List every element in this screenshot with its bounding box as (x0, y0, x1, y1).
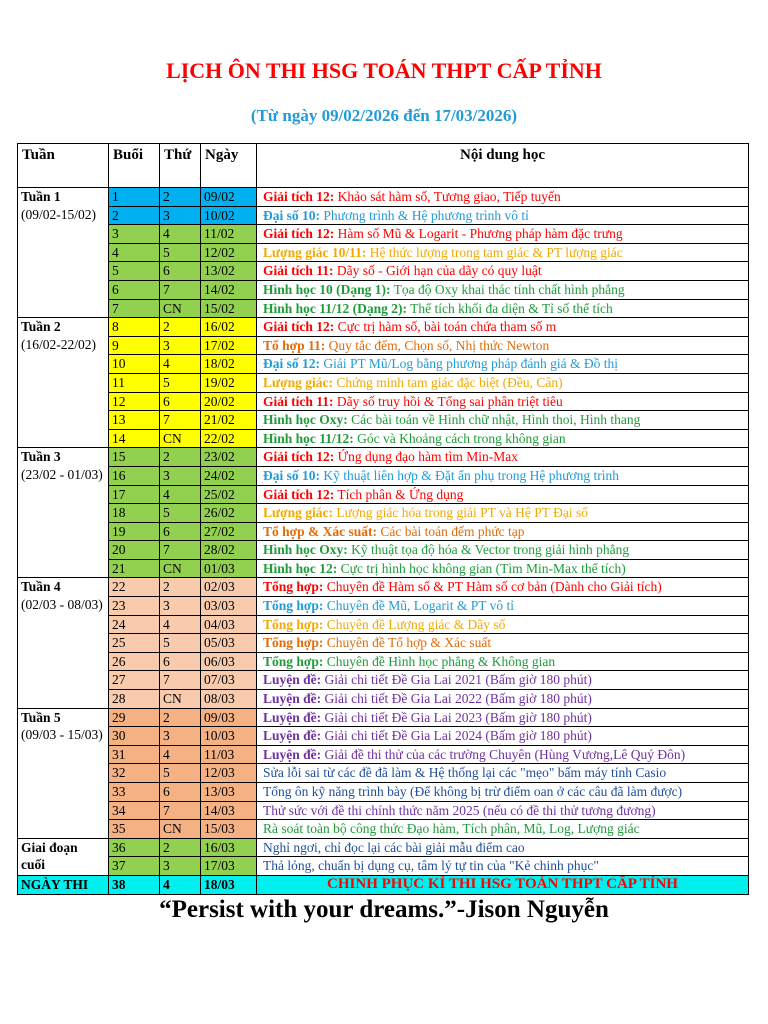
week-cell (18, 318, 109, 448)
table-row (18, 801, 749, 820)
session-number: 32 (109, 764, 160, 783)
table-row (18, 652, 749, 671)
topic-heading: Tổng hợp: (263, 598, 324, 614)
table-row (18, 634, 749, 653)
topic-detail: Giải chi tiết Đề Gia Lai 2024 (Bấm giờ 180 phút) (324, 728, 592, 744)
topic-detail: Dãy số truy hồi & Tổng sai phân triệt tiêu (336, 393, 563, 409)
session-content (257, 578, 749, 597)
weekday: CN (160, 429, 201, 448)
topic-heading: Hình học Oxy: (263, 412, 348, 428)
weekday: 2 (160, 448, 201, 467)
topic-heading: Giải tích 11: (263, 263, 334, 279)
session-number: 3 (109, 225, 160, 244)
weekday: 2 (160, 838, 201, 857)
session-number: 21 (109, 559, 160, 578)
date: 19/02 (201, 373, 257, 392)
session-content (257, 708, 749, 727)
topic-detail: Thả lỏng, chuẩn bị dụng cụ, tâm lý tự tin của "Kẻ chinh phục" (263, 858, 599, 874)
session-content (257, 243, 749, 262)
date: 09/03 (201, 708, 257, 727)
session-content (257, 318, 749, 337)
topic-heading: Giải tích 12: (263, 449, 335, 465)
session-content (257, 652, 749, 671)
date: 16/03 (201, 838, 257, 857)
weekday: 2 (160, 318, 201, 337)
weekday: 4 (160, 485, 201, 504)
weekday: 7 (160, 280, 201, 299)
week-cell (18, 188, 109, 318)
topic-detail: Hàm số Mũ & Logarit - Phương pháp hàm đặc trưng (337, 226, 623, 242)
session-content (257, 448, 749, 467)
table-row (18, 206, 749, 225)
weekday: 4 (160, 615, 201, 634)
date: 25/02 (201, 485, 257, 504)
date: 02/03 (201, 578, 257, 597)
header-session: Buổi (109, 144, 160, 188)
topic-heading: Đại số 10: (263, 207, 320, 223)
date-range-subtitle: (Từ ngày 09/02/2026 đến 17/03/2026) (250, 106, 518, 125)
date: 11/02 (201, 225, 257, 244)
session-number: 12 (109, 392, 160, 411)
weekday: 2 (160, 188, 201, 207)
topic-heading: Luyện đề: (263, 691, 322, 707)
topic-detail: Giải đề thi thử của các trường Chuyên (Hùng Vương,Lê Quý Đôn) (324, 746, 686, 762)
topic-detail: Thể tích khối đa diện & Tỉ số thể tích (410, 300, 613, 316)
schedule-table (17, 143, 749, 895)
table-row (18, 671, 749, 690)
weekday: CN (160, 690, 201, 709)
date: 26/02 (201, 504, 257, 523)
exam-weekday: 4 (160, 875, 201, 894)
session-content (257, 745, 749, 764)
exam-session-number: 38 (109, 875, 160, 894)
week-range: (16/02-22/02) (21, 336, 96, 352)
weekday: 3 (160, 206, 201, 225)
topic-heading: Luyện đề: (263, 672, 322, 688)
topic-detail: Tổng ôn kỹ năng trình bày (Để không bị trừ điểm oan ở các câu đã làm được) (263, 784, 683, 799)
weekday: 5 (160, 504, 201, 523)
session-content (257, 671, 749, 690)
table-row (18, 690, 749, 709)
table-row (18, 504, 749, 523)
topic-heading: Giải tích 12: (263, 189, 335, 204)
topic-detail: Giải chi tiết Đề Gia Lai 2021 (Bấm giờ 180 phút) (324, 672, 592, 688)
table-row (18, 336, 749, 355)
session-number: 9 (109, 336, 160, 355)
topic-detail: Giải PT Mũ/Log bằng phương pháp đánh giá & Đồ thị (323, 356, 619, 372)
date: 06/03 (201, 652, 257, 671)
session-number: 2 (109, 206, 160, 225)
week-label: Tuần 5 (21, 709, 61, 725)
table-row (18, 243, 749, 262)
weekday: 7 (160, 801, 201, 820)
weekday: 6 (160, 522, 201, 541)
topic-heading: Tổng hợp: (263, 635, 324, 651)
session-content (257, 857, 749, 876)
session-number: 30 (109, 727, 160, 746)
topic-detail: Quy tắc đếm, Chọn số, Nhị thức Newton (328, 337, 550, 353)
topic-heading: Giải tích 12: (263, 226, 335, 242)
date: 15/03 (201, 820, 257, 839)
session-content (257, 690, 749, 709)
topic-detail: Sửa lỗi sai từ các đề đã làm & Hệ thống lại các "mẹo" bấm máy tính Casio (263, 765, 667, 781)
table-row (18, 466, 749, 485)
topic-heading: Hình học 11/12 (Dạng 2): (263, 300, 408, 316)
topic-heading: Tổ hợp 11: (263, 337, 326, 353)
session-number: 29 (109, 708, 160, 727)
session-number: 17 (109, 485, 160, 504)
weekday: 4 (160, 225, 201, 244)
date: 13/02 (201, 262, 257, 281)
weekday: 5 (160, 634, 201, 653)
week-label: Giai đoạn cuối (21, 839, 78, 873)
table-row (18, 838, 749, 857)
topic-detail: Hệ thức lượng trong tam giác & PT lượng giác (369, 244, 623, 260)
date: 01/03 (201, 559, 257, 578)
session-content (257, 336, 749, 355)
session-content (257, 466, 749, 485)
topic-heading: Luyện đề: (263, 709, 322, 725)
exam-day-row (18, 875, 749, 894)
table-row (18, 280, 749, 299)
session-number: 16 (109, 466, 160, 485)
weekday: CN (160, 820, 201, 839)
topic-detail: Các bài toán về Hình chữ nhật, Hình thoi, Hình thang (351, 412, 641, 428)
week-cell (18, 448, 109, 578)
table-row (18, 597, 749, 616)
weekday: 2 (160, 708, 201, 727)
topic-heading: Hình học Oxy: (263, 542, 348, 558)
date: 10/02 (201, 206, 257, 225)
topic-heading: Tổng hợp: (263, 653, 324, 669)
week-range: (09/02-15/02) (21, 206, 96, 222)
topic-heading: Lượng giác 10/11: (263, 244, 367, 260)
session-content (257, 559, 749, 578)
week-label: Tuần 3 (21, 449, 61, 465)
session-content (257, 597, 749, 616)
session-content (257, 764, 749, 783)
session-number: 10 (109, 355, 160, 374)
session-content (257, 541, 749, 560)
date: 07/03 (201, 671, 257, 690)
session-content (257, 820, 749, 839)
weekday: 6 (160, 652, 201, 671)
table-row (18, 820, 749, 839)
table-row (18, 541, 749, 560)
table-header-row (18, 144, 749, 188)
session-number: 36 (109, 838, 160, 857)
date: 12/03 (201, 764, 257, 783)
date: 12/02 (201, 243, 257, 262)
session-content (257, 429, 749, 448)
weekday: CN (160, 559, 201, 578)
session-content (257, 783, 749, 802)
topic-heading: Giải tích 12: (263, 319, 335, 335)
session-content (257, 355, 749, 374)
week-label: Tuần 1 (21, 189, 61, 204)
topic-detail: Giải chi tiết Đề Gia Lai 2022 (Bấm giờ 180 phút) (324, 691, 592, 707)
topic-heading: Tổng hợp: (263, 579, 324, 595)
weekday: 4 (160, 745, 201, 764)
topic-heading: Tổ hợp & Xác suất: (263, 523, 377, 539)
weekday: 6 (160, 392, 201, 411)
weekday: 3 (160, 597, 201, 616)
weekday: 2 (160, 578, 201, 597)
session-number: 37 (109, 857, 160, 876)
session-number: 7 (109, 299, 160, 318)
topic-detail: Cực trị hình học không gian (Tìm Min-Max thể tích) (340, 560, 626, 576)
table-row (18, 188, 749, 207)
header-content: Nội dung học (257, 144, 749, 188)
topic-detail: Các bài toán đếm phức tạp (380, 523, 525, 539)
weekday: 6 (160, 262, 201, 281)
session-number: 25 (109, 634, 160, 653)
session-number: 35 (109, 820, 160, 839)
table-row (18, 578, 749, 597)
session-content (257, 392, 749, 411)
table-row (18, 764, 749, 783)
topic-heading: Giải tích 12: (263, 486, 335, 502)
topic-detail: Chuyên đề Hàm số & PT Hàm số cơ bản (Dành cho Giải tích) (326, 579, 662, 595)
topic-heading: Giải tích 11: (263, 393, 334, 409)
week-range: (23/02 - 01/03) (21, 466, 103, 482)
session-number: 13 (109, 411, 160, 430)
session-number: 11 (109, 373, 160, 392)
session-number: 14 (109, 429, 160, 448)
table-row (18, 783, 749, 802)
week-cell (18, 578, 109, 708)
weekday: 7 (160, 541, 201, 560)
topic-detail: Thử sức với đề thi chính thức năm 2025 (nếu có đề thi thử tương đương) (263, 802, 656, 818)
topic-detail: Chuyên đề Mũ, Logarit & PT vô tỉ (326, 598, 514, 614)
table-row (18, 559, 749, 578)
week-cell (18, 838, 109, 875)
exam-banner: CHINH PHỤC KÌ THI HSG TOÁN THPT CẤP TỈNH (257, 875, 749, 894)
table-row (18, 392, 749, 411)
exam-label: NGÀY THI (18, 875, 109, 894)
date: 17/03 (201, 857, 257, 876)
date: 03/03 (201, 597, 257, 616)
topic-heading: Hình học 10 (Dạng 1): (263, 281, 391, 297)
topic-heading: Hình học 11/12: (263, 430, 354, 446)
date: 08/03 (201, 690, 257, 709)
weekday: 7 (160, 411, 201, 430)
date: 21/02 (201, 411, 257, 430)
topic-detail: Nghỉ ngơi, chỉ đọc lại các bài giải mẫu điểm cao (263, 839, 525, 855)
topic-detail: Chứng minh tam giác đặc biệt (Đều, Cân) (336, 374, 563, 390)
topic-heading: Luyện đề: (263, 728, 322, 744)
topic-detail: Chuyên đề Lượng giác & Dãy số (326, 616, 506, 632)
session-content (257, 225, 749, 244)
closing-quote: “Persist with your dreams.”-Jison Nguyễn (159, 896, 609, 923)
date: 04/03 (201, 615, 257, 634)
session-content (257, 373, 749, 392)
date: 10/03 (201, 727, 257, 746)
date: 09/02 (201, 188, 257, 207)
session-content (257, 411, 749, 430)
weekday: 3 (160, 336, 201, 355)
topic-heading: Tổng hợp: (263, 616, 324, 632)
session-number: 8 (109, 318, 160, 337)
topic-detail: Kỹ thuật tọa độ hóa & Vector trong giải hình phẳng (351, 542, 630, 558)
topic-detail: Chuyên đề Hình học phẳng & Không gian (326, 653, 556, 669)
week-range: (02/03 - 08/03) (21, 597, 103, 613)
topic-detail: Giải chi tiết Đề Gia Lai 2023 (Bấm giờ 180 phút) (324, 709, 592, 725)
table-row (18, 448, 749, 467)
session-content (257, 280, 749, 299)
topic-heading: Lượng giác: (263, 374, 333, 390)
table-row (18, 615, 749, 634)
weekday: 5 (160, 373, 201, 392)
topic-heading: Hình học 12: (263, 560, 338, 576)
topic-heading: Lượng giác: (263, 505, 333, 521)
table-row (18, 429, 749, 448)
session-number: 34 (109, 801, 160, 820)
session-content (257, 485, 749, 504)
session-number: 6 (109, 280, 160, 299)
topic-heading: Đại số 12: (263, 356, 320, 372)
topic-heading: Đại số 10: (263, 467, 320, 483)
date: 15/02 (201, 299, 257, 318)
session-number: 33 (109, 783, 160, 802)
topic-heading: Luyện đề: (263, 746, 322, 762)
weekday: 5 (160, 243, 201, 262)
session-content (257, 522, 749, 541)
table-row (18, 225, 749, 244)
header-date: Ngày (201, 144, 257, 188)
date: 11/03 (201, 745, 257, 764)
topic-detail: Lượng giác hóa trong giải PT và Hệ PT Đại số (336, 505, 588, 521)
session-content (257, 206, 749, 225)
weekday: 3 (160, 857, 201, 876)
session-number: 19 (109, 522, 160, 541)
table-row (18, 299, 749, 318)
date: 16/02 (201, 318, 257, 337)
table-row (18, 355, 749, 374)
date: 28/02 (201, 541, 257, 560)
date: 24/02 (201, 466, 257, 485)
table-row (18, 745, 749, 764)
weekday: 7 (160, 671, 201, 690)
weekday: 3 (160, 466, 201, 485)
session-number: 23 (109, 597, 160, 616)
session-content (257, 615, 749, 634)
weekday: 4 (160, 355, 201, 374)
table-row (18, 411, 749, 430)
date: 18/02 (201, 355, 257, 374)
weekday: 3 (160, 727, 201, 746)
exam-date: 18/03 (201, 875, 257, 894)
table-row (18, 373, 749, 392)
weekday: 5 (160, 764, 201, 783)
topic-detail: Rà soát toàn bộ công thức Đạo hàm, Tích phân, Mũ, Log, Lượng giác (263, 821, 640, 837)
week-label: Tuần 4 (21, 579, 61, 595)
date: 20/02 (201, 392, 257, 411)
date: 17/02 (201, 336, 257, 355)
session-content (257, 504, 749, 523)
table-row (18, 727, 749, 746)
date: 22/02 (201, 429, 257, 448)
session-content (257, 188, 749, 207)
session-number: 31 (109, 745, 160, 764)
date: 14/03 (201, 801, 257, 820)
session-number: 27 (109, 671, 160, 690)
table-row (18, 485, 749, 504)
topic-detail: Tọa độ Oxy khai thác tính chất hình phẳng (393, 281, 625, 297)
session-content (257, 634, 749, 653)
table-row (18, 318, 749, 337)
topic-detail: Tích phân & Ứng dụng (337, 486, 464, 502)
date: 14/02 (201, 280, 257, 299)
session-number: 26 (109, 652, 160, 671)
week-label: Tuần 2 (21, 319, 61, 335)
session-content (257, 838, 749, 857)
session-number: 4 (109, 243, 160, 262)
session-content (257, 299, 749, 318)
schedule-body (18, 188, 749, 895)
date: 27/02 (201, 522, 257, 541)
header-week: Tuần (18, 144, 109, 188)
topic-detail: Khảo sát hàm số, Tương giao, Tiếp tuyến (337, 189, 561, 204)
topic-detail: Phương trình & Hệ phương trình vô tỉ (323, 207, 529, 223)
topic-detail: Chuyên đề Tổ hợp & Xác suất (326, 635, 492, 651)
weekday: CN (160, 299, 201, 318)
week-range: (09/03 - 15/03) (21, 727, 103, 743)
table-row (18, 708, 749, 727)
session-number: 15 (109, 448, 160, 467)
date: 13/03 (201, 783, 257, 802)
topic-detail: Ứng dụng đạo hàm tìm Min-Max (337, 449, 518, 465)
date: 05/03 (201, 634, 257, 653)
session-number: 20 (109, 541, 160, 560)
topic-detail: Cực trị hàm số, bài toán chứa tham số m (337, 319, 557, 335)
session-number: 22 (109, 578, 160, 597)
topic-detail: Dãy số - Giới hạn của dãy có quy luật (336, 263, 542, 279)
session-number: 1 (109, 188, 160, 207)
session-content (257, 262, 749, 281)
session-number: 5 (109, 262, 160, 281)
table-row (18, 262, 749, 281)
session-number: 28 (109, 690, 160, 709)
session-number: 24 (109, 615, 160, 634)
table-row (18, 522, 749, 541)
topic-detail: Kỹ thuật liên hợp & Đặt ẩn phụ trong Hệ phương trình (323, 467, 620, 483)
weekday: 6 (160, 783, 201, 802)
date: 23/02 (201, 448, 257, 467)
header-day: Thứ (160, 144, 201, 188)
session-number: 18 (109, 504, 160, 523)
session-content (257, 801, 749, 820)
topic-detail: Góc và Khoảng cách trong không gian (357, 430, 566, 446)
session-content (257, 727, 749, 746)
week-cell (18, 708, 109, 838)
page-title: LỊCH ÔN THI HSG TOÁN THPT CẤP TỈNH (166, 58, 602, 83)
table-row (18, 857, 749, 876)
